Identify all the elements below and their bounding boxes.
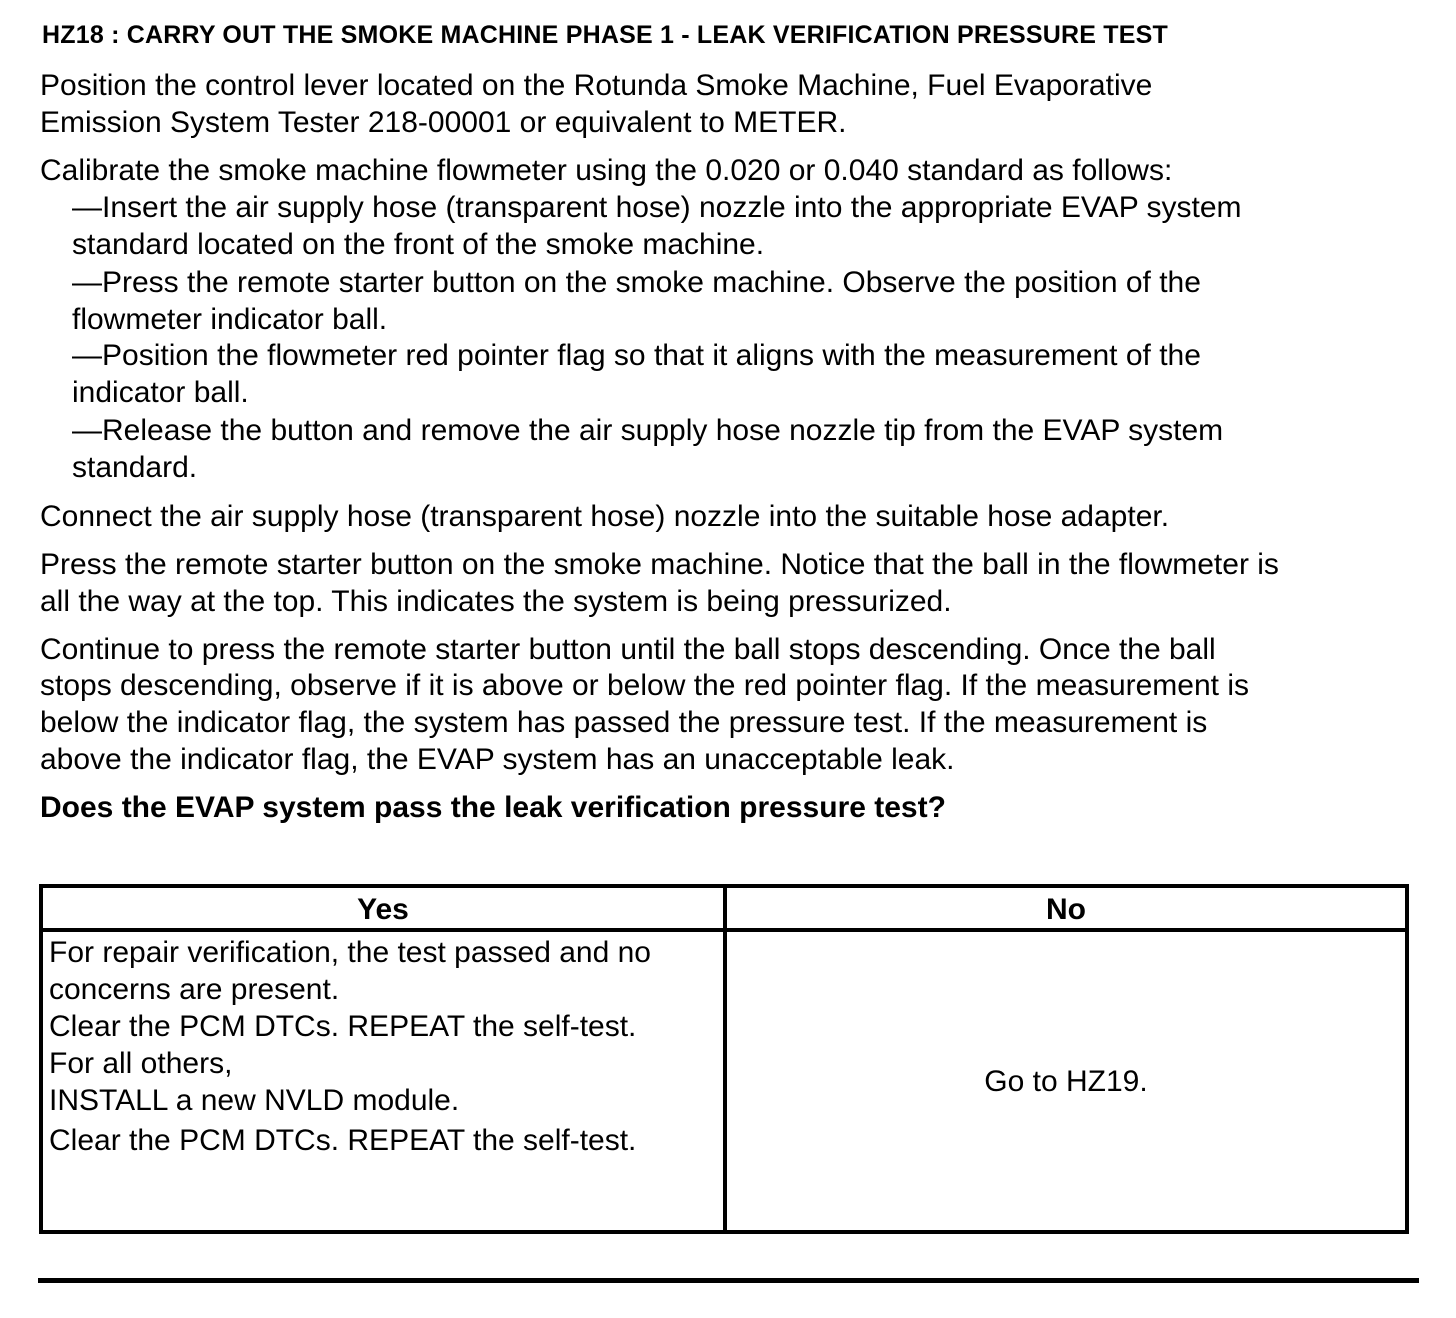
press-line-1: Press the remote starter button on the smoke machine. Notice that the ball in the flowmeter is (40, 548, 1279, 581)
yes-line: For all others, (49, 1047, 233, 1080)
connect-paragraph: Connect the air supply hose (transparent hose) nozzle into the suitable hose adapter. (40, 500, 1170, 533)
calibrate-step-4-line-2: standard. (72, 451, 198, 484)
section-heading: HZ18 : CARRY OUT THE SMOKE MACHINE PHASE 1 - LEAK VERIFICATION PRESSURE TEST (42, 21, 1168, 49)
continue-line-2: stops descending, observe if it is above or below the red pointer flag. If the measurement is (40, 669, 1249, 702)
continue-line-3: below the indicator flag, the system has passed the pressure test. If the measurement is (40, 706, 1208, 739)
calibrate-lead: Calibrate the smoke machine flowmeter using the 0.020 or 0.040 standard as follows: (40, 154, 1173, 187)
yes-line: Clear the PCM DTCs. REPEAT the self-test. (49, 1124, 637, 1157)
yes-line: Clear the PCM DTCs. REPEAT the self-test. (49, 1010, 637, 1043)
no-cell (727, 932, 1405, 1230)
calibrate-step-4-line-1: —Release the button and remove the air supply hose nozzle tip from the EVAP system (72, 414, 1224, 447)
intro-line-1: Position the control lever located on the Rotunda Smoke Machine, Fuel Evaporative (40, 69, 1153, 102)
result-table (39, 884, 1409, 1234)
yes-line: concerns are present. (49, 973, 340, 1006)
intro-line-2: Emission System Tester 218-00001 or equivalent to METER. (40, 106, 847, 139)
yes-line: For repair verification, the test passed and no (49, 936, 651, 969)
calibrate-step-2-line-2: flowmeter indicator ball. (72, 303, 388, 336)
no-column-header: No (1046, 893, 1086, 926)
yes-cell (49, 934, 721, 1159)
calibrate-step-1-line-1: —Insert the air supply hose (transparent hose) nozzle into the appropriate EVAP system (72, 191, 1242, 224)
continue-line-1: Continue to press the remote starter button until the ball stops descending. Once the ball (40, 633, 1216, 666)
no-cell-text: Go to HZ19. (984, 1064, 1148, 1098)
calibrate-step-1-line-2: standard located on the front of the smoke machine. (72, 228, 765, 261)
yes-line: INSTALL a new NVLD module. (49, 1084, 460, 1117)
test-question: Does the EVAP system pass the leak verification pressure test? (40, 791, 946, 824)
yes-column-header: Yes (357, 893, 409, 926)
calibrate-step-2-line-1: —Press the remote starter button on the smoke machine. Observe the position of the (72, 266, 1201, 299)
bottom-divider (38, 1278, 1419, 1283)
calibrate-step-3-line-1: —Position the flowmeter red pointer flag so that it aligns with the measurement of the (72, 339, 1201, 372)
continue-line-4: above the indicator flag, the EVAP system has an unacceptable leak. (40, 743, 955, 776)
press-line-2: all the way at the top. This indicates the system is being pressurized. (40, 585, 952, 618)
calibrate-step-3-line-2: indicator ball. (72, 376, 249, 409)
